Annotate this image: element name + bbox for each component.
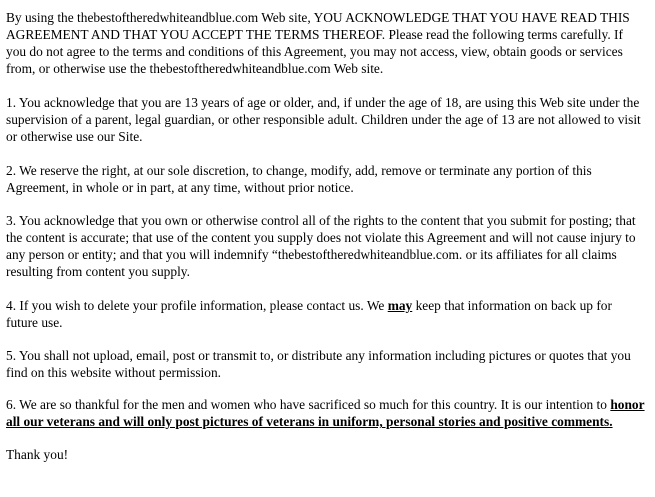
- term-6-emphasis: honor all our veterans and will only post pictures of veterans in uniform, personal stories and positive comments.: [6, 397, 645, 429]
- closing-text: Thank you!: [6, 447, 69, 462]
- term-5: 5. You shall not upload, email, post or transmit to, or distribute any information including pictures or quotes that you find on this website without permission.: [6, 348, 631, 380]
- term-6: [6, 396, 645, 430]
- term-4-text: 4. If you wish to delete your profile information, please contact us. We: [6, 298, 388, 313]
- term-6-text: 6. We are so thankful for the men and women who have sacrificed so much for this country. It is our intention to: [6, 397, 611, 412]
- term-1: 1. You acknowledge that you are 13 years of age or older, and, if under the age of 18, are using this Web site under the supervision of a parent, legal guardian, or other responsible adult. Children under the age of 13 are not allowed to visit or otherwise use our Site.: [6, 95, 641, 144]
- intro-paragraph: By using the thebestoftheredwhiteandblue.com Web site, YOU ACKNOWLEDGE THAT YOU HAVE READ THIS AGREEMENT AND THAT YOU ACCEPT THE TERMS THEREOF. Please read the following terms carefully. If you do not agree to the terms and conditions of this Agreement, you may not access, view, obtain goods or services from, or otherwise use the thebestoftheredwhiteandblue.com Web site.: [6, 10, 630, 76]
- term-3: 3. You acknowledge that you own or otherwise control all of the rights to the content that you submit for posting; that the content is accurate; that use of the content you supply does not violate this Agreement and will not cause injury to any person or entity; and that you will indemnify “thebestoftheredwhiteandblue.com. or its affiliates for all claims resulting from content you supply.: [6, 213, 636, 279]
- term-2: 2. We reserve the right, at our sole discretion, to change, modify, add, remove or terminate any portion of this Agreement, in whole or in part, at any time, without prior notice.: [6, 163, 592, 195]
- term-4-emphasis: may: [387, 298, 413, 313]
- term-4: [6, 297, 645, 331]
- term-4-text-end: keep that information on back up for future use.: [6, 298, 612, 330]
